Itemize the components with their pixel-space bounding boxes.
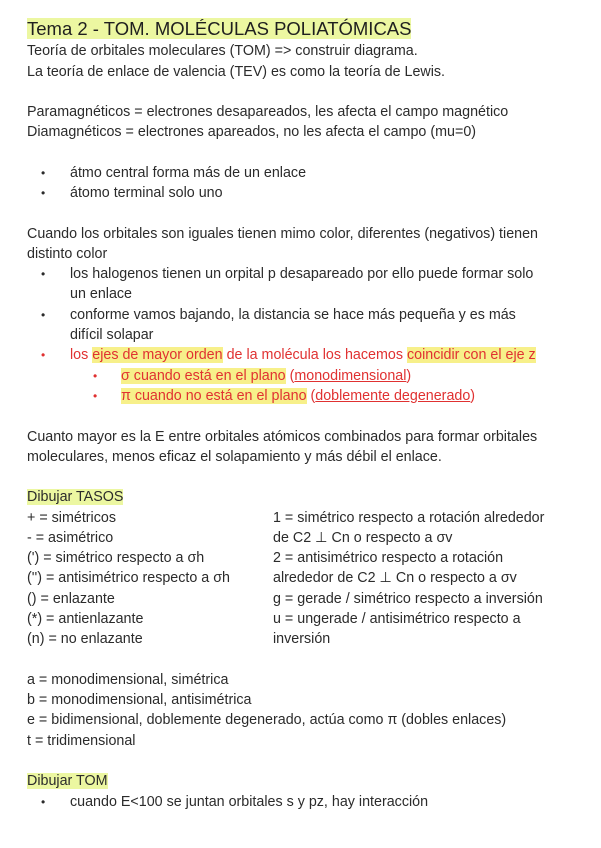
pi-text: π cuando no está en el plano bbox=[121, 388, 307, 404]
bullet-dot: • bbox=[41, 308, 46, 322]
paramagnetic-line bbox=[27, 102, 508, 122]
tasos-left-2: (') = simétrico respecto a σh bbox=[27, 550, 205, 566]
bullet-dot: • bbox=[93, 369, 98, 383]
orbitals-para-line-1: Cuando los orbitales son iguales tienen mimo color, diferentes (negativos) tienen bbox=[27, 226, 539, 242]
sigma-underlined: monodimensional bbox=[294, 368, 407, 384]
tom-heading-text: Dibujar TOM bbox=[27, 773, 108, 789]
symmetry-label-b: b = monodimensional, antisimétrica bbox=[27, 692, 252, 708]
tasos-heading bbox=[27, 487, 123, 507]
axes-highlight-1: ejes de mayor orden bbox=[92, 347, 223, 363]
tasos-left-5: (*) = antienlazante bbox=[27, 611, 144, 627]
energy-para-line-1: Cuanto mayor es la E entre orbitales atómicos combinados para formar orbitales bbox=[27, 429, 538, 445]
page-title bbox=[27, 17, 411, 41]
bullet-tom: cuando E<100 se juntan orbitales s y pz, hay interacción bbox=[70, 794, 429, 810]
tasos-right-0: 1 = simétrico respecto a rotación alrededor bbox=[273, 510, 545, 526]
pi-underlined: doblemente degenerado bbox=[315, 388, 471, 404]
bullet-terminal-atom: átomo terminal solo uno bbox=[70, 185, 223, 201]
tasos-right-5: u = ungerade / antisimétrico respecto a bbox=[273, 611, 521, 627]
energy-para-line-2: moleculares, menos eficaz el solapamiento y más débil el enlace. bbox=[27, 449, 442, 465]
tom-heading bbox=[27, 771, 108, 791]
bullet-distance-line-1: conforme vamos bajando, la distancia se hace más pequeña y es más bbox=[70, 307, 516, 323]
bullet-halogens-line-2: un enlace bbox=[70, 286, 133, 302]
axes-text-1: los bbox=[70, 347, 93, 363]
tasos-left-6: (n) = no enlazante bbox=[27, 631, 143, 647]
intro-line-1: Teoría de orbitales moleculares (TOM) => construir diagrama. bbox=[27, 43, 418, 59]
bullet-halogens-line-1: los halogenos tienen un orpital p desapareado por ello puede formar solo bbox=[70, 266, 534, 282]
intro-line-2: La teoría de enlace de valencia (TEV) es como la teoría de Lewis. bbox=[27, 64, 446, 80]
bullet-sigma bbox=[121, 366, 411, 386]
paramagnetic-term: Paramagnéticos bbox=[27, 104, 131, 120]
bullet-dot: • bbox=[41, 186, 46, 200]
pi-paren-open: ( bbox=[306, 388, 316, 404]
diamagnetic-line bbox=[27, 122, 476, 142]
sigma-text: σ cuando está en el plano bbox=[121, 368, 286, 384]
bullet-central-atom: átmo central forma más de un enlace bbox=[70, 165, 307, 181]
pi-paren-close: ) bbox=[470, 388, 476, 404]
tasos-left-0: + = simétricos bbox=[27, 510, 116, 526]
bullet-dot: • bbox=[41, 795, 46, 809]
tasos-heading-text: Dibujar TASOS bbox=[27, 489, 124, 505]
sigma-paren-close: ) bbox=[406, 368, 412, 384]
axes-text-2: de la molécula los hacemos bbox=[222, 347, 407, 363]
bullet-axes bbox=[70, 345, 536, 365]
paramagnetic-def: = electrones desapareados, les afecta el campo magnético bbox=[130, 104, 509, 120]
tasos-left-3: ('') = antisimétrico respecto a σh bbox=[27, 570, 230, 586]
diamagnetic-term: Diamagnéticos bbox=[27, 124, 122, 140]
tasos-right-3: alrededor de C2 ⊥ Cn o respecto a σv bbox=[273, 570, 517, 586]
diamagnetic-def: = electrones apareados, no les afecta el campo (mu=0) bbox=[121, 124, 477, 140]
tasos-right-2: 2 = antisimétrico respecto a rotación bbox=[273, 550, 504, 566]
tasos-right-1: de C2 ⊥ Cn o respecto a σv bbox=[273, 530, 453, 546]
axes-highlight-2: coincidir con el eje z bbox=[406, 347, 536, 363]
bullet-dot: • bbox=[93, 389, 98, 403]
bullet-dot: • bbox=[41, 267, 46, 281]
symmetry-label-a: a = monodimensional, simétrica bbox=[27, 672, 229, 688]
bullet-pi bbox=[121, 386, 475, 406]
bullet-distance-line-2: difícil solapar bbox=[70, 327, 154, 343]
tasos-right-4: g = gerade / simétrico respecto a inversión bbox=[273, 591, 543, 607]
tasos-left-1: - = asimétrico bbox=[27, 530, 114, 546]
symmetry-label-e: e = bidimensional, doblemente degenerado, actúa como π (dobles enlaces) bbox=[27, 712, 507, 728]
sigma-paren-open: ( bbox=[285, 368, 295, 384]
title-text: Tema 2 - TOM. MOLÉCULAS POLIATÓMICAS bbox=[27, 18, 412, 39]
symmetry-label-t: t = tridimensional bbox=[27, 733, 136, 749]
orbitals-para-line-2: distinto color bbox=[27, 246, 108, 262]
tasos-right-6: inversión bbox=[273, 631, 331, 647]
bullet-dot: • bbox=[41, 166, 46, 180]
bullet-dot: • bbox=[41, 348, 46, 362]
tasos-left-4: () = enlazante bbox=[27, 591, 115, 607]
